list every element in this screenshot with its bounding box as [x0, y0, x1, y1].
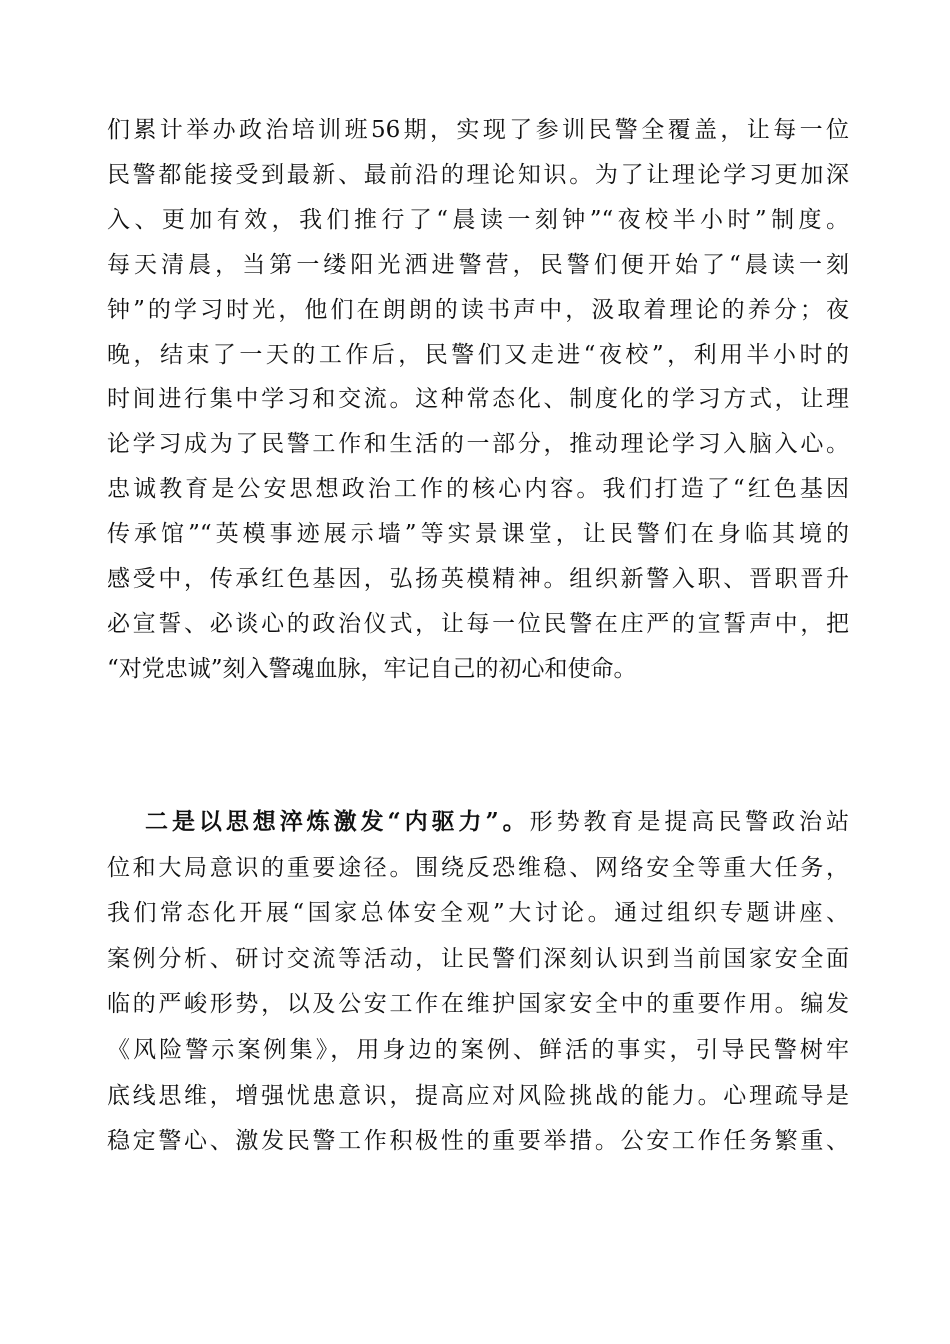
text-line: 晚，结束了一天的工作后，民警们又走进“夜校”，利用半小时的: [107, 341, 849, 368]
text-line: 底线思维，增强忧患意识，提高应对风险挑战的能力。心理疏导是: [107, 1082, 849, 1109]
text-line: 案例分析、研讨交流等活动，让民警们深刻认识到当前国家安全面: [107, 945, 849, 972]
text-line: 稳定警心、激发民警工作积极性的重要举措。公安工作任务繁重、: [107, 1128, 849, 1155]
text-line: 时间进行集中学习和交流。这种常态化、制度化的学习方式，让理: [107, 386, 849, 413]
text-line: 必宣誓、必谈心的政治仪式，让每一位民警在庄严的宣誓声中，把: [107, 610, 849, 637]
text-line: 传承馆”“英模事迹展示墙”等实景课堂，让民警们在身临其境的: [107, 521, 849, 548]
text-line: 每天清晨，当第一缕阳光洒进警营，民警们便开始了“晨读一刻: [107, 251, 849, 278]
text-line: 们累计举办政治培训班56期，实现了参训民警全覆盖，让每一位: [107, 117, 849, 143]
text-line: 我们常态化开展“国家总体安全观”大讨论。通过组织专题讲座、: [107, 900, 849, 927]
section-heading: 二是以思想淬炼激发“内驱力”。: [145, 808, 530, 835]
text-line: 入、更加有效，我们推行了“晨读一刻钟”“夜校半小时”制度。: [107, 206, 849, 233]
text-line: 忠诚教育是公安思想政治工作的核心内容。我们打造了“红色基因: [107, 476, 849, 503]
text-run: 形势教育是提高民警政治站: [529, 809, 850, 835]
text-line: 位和大局意识的重要途径。围绕反恐维稳、网络安全等重大任务，: [107, 854, 849, 881]
text-line: 感受中，传承红色基因，弘扬英模精神。组织新警入职、晋职晋升: [107, 566, 849, 592]
text-line: “对党忠诚”刻入警魂血脉，牢记自己的初心和使命。: [107, 655, 637, 682]
text-line: 民警都能接受到最新、最前沿的理论知识。为了让理论学习更加深: [107, 161, 849, 188]
text-line: 《风险警示案例集》，用身边的案例、鲜活的事实，引导民警树牢: [107, 1037, 849, 1063]
text-line: 论学习成为了民警工作和生活的一部分，推动理论学习入脑入心。: [107, 431, 849, 458]
paragraph-first-line: [145, 800, 849, 844]
text-line: 钟”的学习时光，他们在朗朗的读书声中，汲取着理论的养分；夜: [107, 296, 849, 323]
text-line: 临的严峻形势，以及公安工作在维护国家安全中的重要作用。编发: [107, 991, 849, 1018]
